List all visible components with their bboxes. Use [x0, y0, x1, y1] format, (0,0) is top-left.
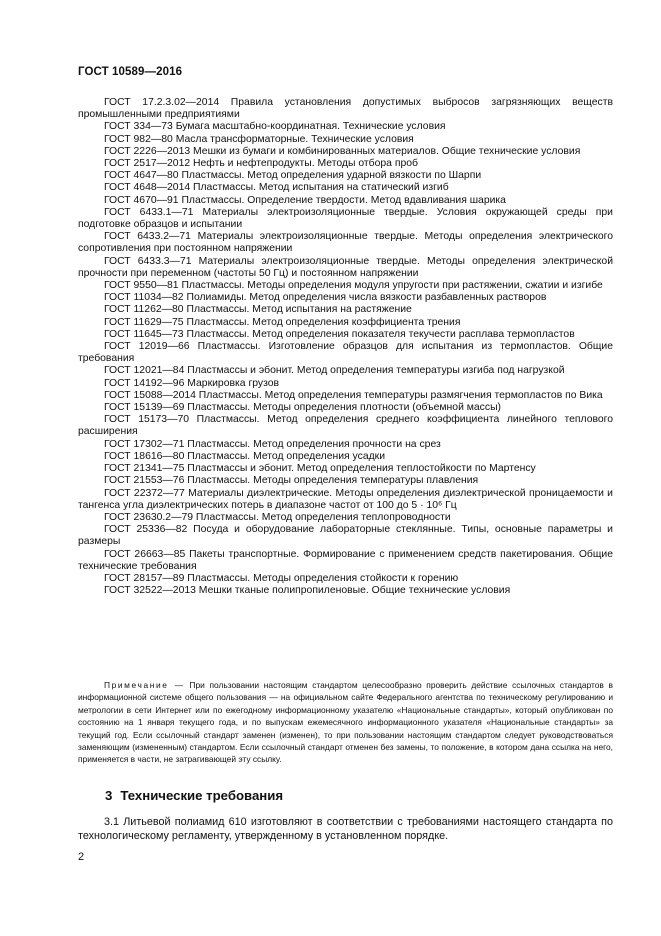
note-text: При пользовании настоящим стандартом целесообразно проверить действие ссылочных стандартов в информационной системе общего пользования — на официальном сайте Федерального агентства по техническому регулированию и метрологии в сети Интернет или по ежегодному информационному указателю «Национальные стандарты», который опубликован по состоянию на 1 января текущего года, и по выпускам ежемесячного информационного указателя «Национальные стандарты» за текущий год. Если ссылочный стандарт заменен (изменен), то при пользовании настоящим стандартом следует руководствоваться заменяющим (измененным) стандартом. Если ссылочный стандарт отменен без замены, то положение, в котором дана ссылка на него, применяется в части, не затрагивающей эту ссылку.	[78, 680, 613, 765]
reference-item: ГОСТ 12019—66 Пластмассы. Изготовление образцов для испытания из термопластов. Общие требования	[78, 341, 613, 365]
reference-item: ГОСТ 15088—2014 Пластмассы. Метод определения температуры размягчения термопластов по Вика	[104, 389, 603, 401]
reference-item: ГОСТ 4647—80 Пластмассы. Метод определения ударной вязкости по Шарпи	[104, 170, 482, 182]
reference-item: ГОСТ 22372—77 Материалы диэлектрические. Методы определения диэлектрической проницаемости и тангенса угла диэлектрических потерь в диапазоне частот от 100 до 5 · 10⁶ Гц	[78, 487, 613, 511]
reference-item: ГОСТ 25336—82 Посуда и оборудование лабораторные стеклянные. Типы, основные параметры и размеры	[78, 524, 613, 548]
reference-item: ГОСТ 15173—70 Пластмассы. Метод определения среднего коэффициента линейного теплового расширения	[78, 414, 613, 438]
reference-item: ГОСТ 6433.3—71 Материалы электроизоляционные твердые. Методы определения электрической прочности при переменном (частоты 50 Гц) и постоянном напряжении	[78, 255, 613, 279]
reference-item: ГОСТ 11034—82 Полиамиды. Метод определения числа вязкости разбавленных растворов	[104, 292, 547, 304]
reference-item: ГОСТ 4670—91 Пластмассы. Определение твердости. Метод вдавливания шарика	[104, 194, 506, 206]
reference-item: ГОСТ 6433.1—71 Материалы электроизоляционные твердые. Условия окружающей среды при подготовке образцов и испытании	[78, 206, 613, 231]
reference-item: ГОСТ 12021—84 Пластмассы и эбонит. Метод определения температуры изгиба под нагрузкой	[104, 365, 565, 377]
references-note	[78, 679, 613, 766]
reference-item: ГОСТ 23630.2—79 Пластмассы. Метод определения теплопроводности	[104, 511, 451, 523]
reference-item: ГОСТ 15139—69 Пластмассы. Методы определения плотности (объемной массы)	[104, 402, 501, 414]
reference-item: ГОСТ 4648—2014 Пластмассы. Метод испытания на статический изгиб	[104, 182, 449, 194]
reference-item: ГОСТ 2226—2013 Мешки из бумаги и комбинированных материалов. Общие технические условия	[104, 145, 581, 157]
reference-item: ГОСТ 18616—80 Пластмассы. Метод определения усадки	[104, 450, 386, 462]
section-heading	[105, 788, 283, 803]
reference-item: ГОСТ 14192—96 Маркировка грузов	[104, 377, 280, 389]
reference-item: ГОСТ 17302—71 Пластмассы. Метод определения прочности на срез	[104, 438, 441, 450]
reference-item: ГОСТ 17.2.3.02—2014 Правила установления допустимых выбросов загрязняющих веществ промышленными предприятиями	[78, 97, 613, 121]
reference-item: ГОСТ 2517—2012 Нефть и нефтепродукты. Методы отбора проб	[104, 158, 418, 170]
reference-item: ГОСТ 11262—80 Пластмассы. Метод испытания на растяжение	[104, 304, 412, 316]
normative-references-list	[78, 97, 613, 597]
reference-item: ГОСТ 334—73 Бумага масштабно-координатная. Технические условия	[104, 121, 446, 133]
reference-item: ГОСТ 21553—76 Пластмассы. Методы определения температуры плавления	[104, 475, 479, 487]
reference-item: ГОСТ 28157—89 Пластмассы. Методы определения стойкости к горению	[104, 572, 459, 584]
reference-item: ГОСТ 6433.2—71 Материалы электроизоляционные твердые. Методы определения электрического сопротивления при постоянном напряжении	[78, 231, 613, 255]
section-number: 3	[105, 788, 113, 803]
reference-item: ГОСТ 9550—81 Пластмассы. Методы определения модуля упругости при растяжении, сжатии и изгибе	[104, 280, 603, 292]
reference-item: ГОСТ 26663—85 Пакеты транспортные. Формирование с применением средств пакетирования. Общие технические требования	[78, 548, 613, 572]
reference-item: ГОСТ 21341—75 Пластмассы и эбонит. Метод определения теплостойкости по Мартенсу	[104, 463, 536, 475]
reference-item: ГОСТ 11629—75 Пластмассы. Метод определения коэффициента трения	[104, 316, 461, 328]
page-number: 2	[78, 851, 85, 863]
note-lead: Примечание —	[104, 680, 185, 690]
reference-item: ГОСТ 32522—2013 Мешки тканые полипропиленовые. Общие технические условия	[104, 585, 511, 597]
paragraph-3-1: 3.1 Литьевой полиамид 610 изготовляют в соответствии с требованиями настоящего стандарта по технологическому регламенту, утвержденному в установленном порядке.	[78, 816, 613, 842]
document-header: ГОСТ 10589—2016	[78, 66, 183, 78]
reference-item: ГОСТ 982—80 Масла трансформаторные. Технические условия	[104, 133, 414, 145]
reference-item: ГОСТ 11645—73 Пластмассы. Метод определения показателя текучести расплава термопластов	[104, 328, 575, 340]
section-title-text: Технические требования	[120, 788, 284, 803]
